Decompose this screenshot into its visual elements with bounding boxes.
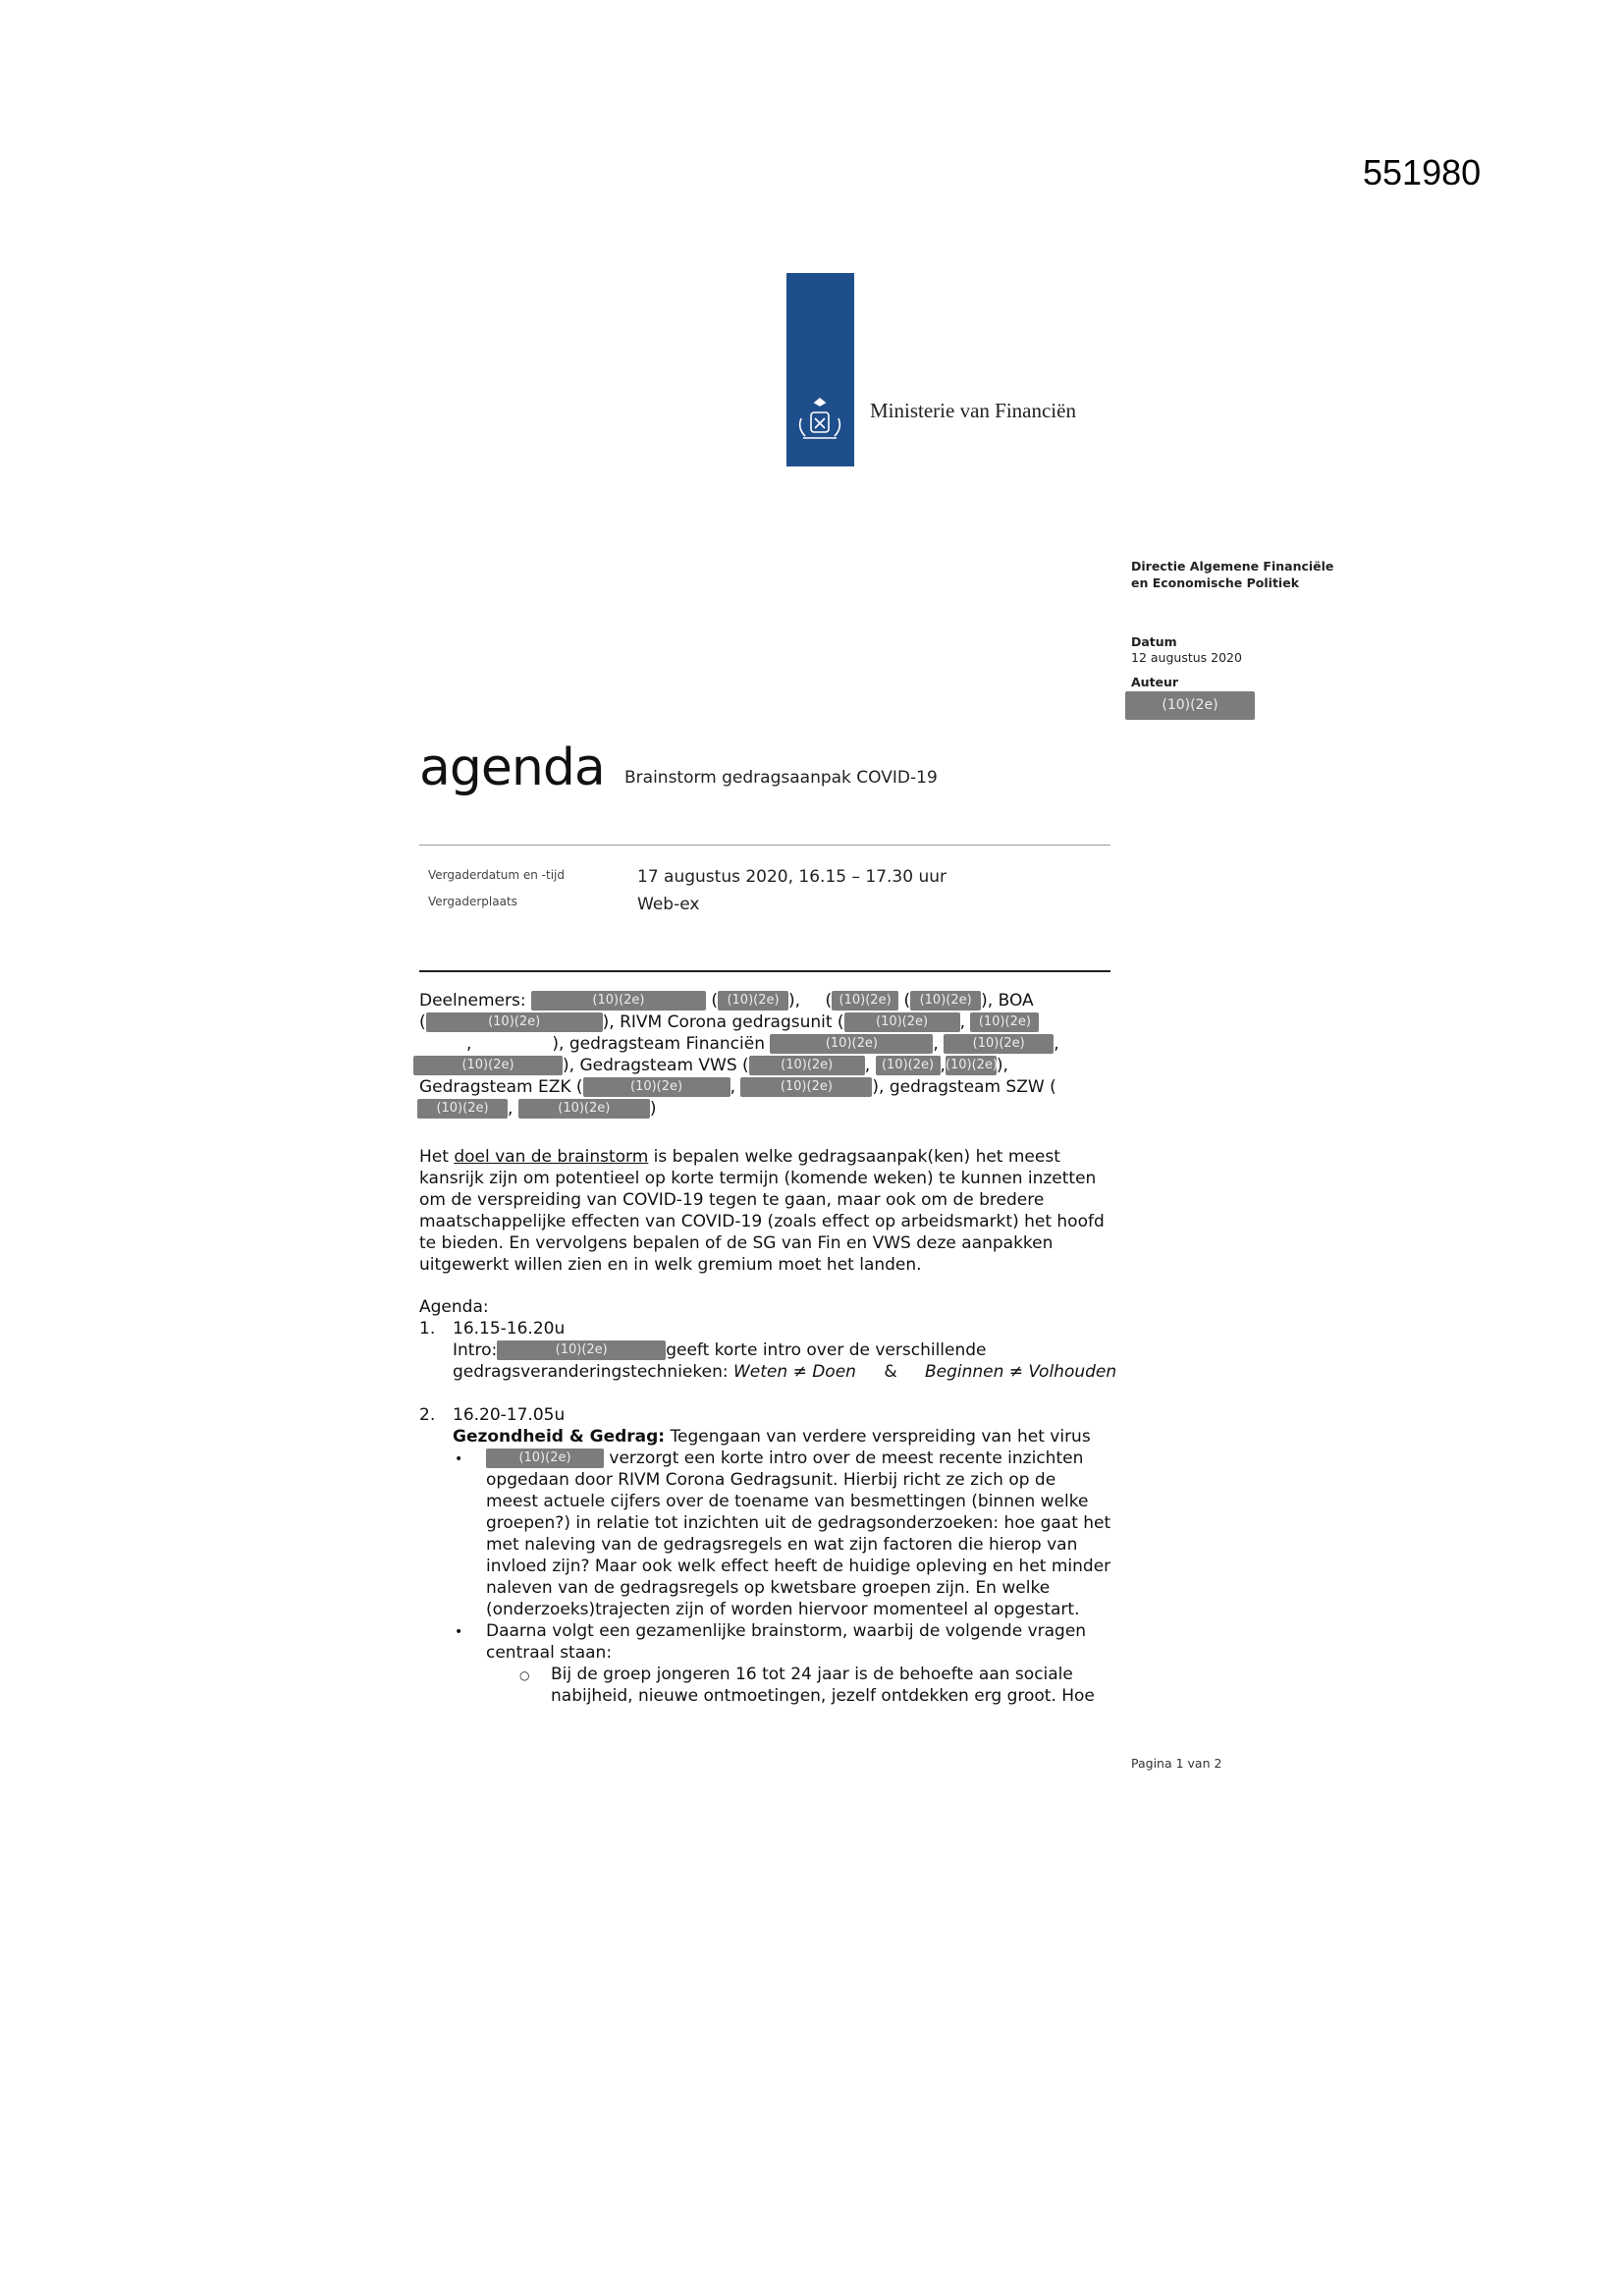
goal-paragraph xyxy=(419,1146,1126,1276)
goal-line: kansrijk zijn om potentieel op korte termijn (komende weken) te kunnen inzetten xyxy=(419,1169,1097,1188)
datum-value: 12 augustus 2020 xyxy=(1131,650,1242,665)
circle-bullet-icon: ○ xyxy=(519,1668,530,1682)
goal-emphasis: doel van de brainstorm xyxy=(454,1147,649,1167)
document-number: 551980 xyxy=(1363,152,1482,192)
redaction-block: (10)(2e) xyxy=(531,991,706,1011)
goal-text: Het xyxy=(419,1147,455,1167)
redaction-block: (10)(2e) xyxy=(876,1056,941,1075)
participants: Deelnemers: (10)(2e) ( (10)(2e) ), ( (10)(2e) ( (10)(2e) ), BOA ( (10)(2e) ), RIVM Corona gedragsunit ( (10)(2e) , (10)(2e) , ), gedragsteam Financiën (10)(2e) , (10)(2e) , (10)(2e) ), Gedragsteam VWS ( (10)(2e) , (10)(2e) ,(10)(2e)), Gedragsteam EZK ( (10)(2e) , (10)(2e) ), gedragsteam SZW ( (10)(2e) , (10)(2e) ) xyxy=(419,990,1126,1127)
meeting-date-label: Vergaderdatum en -tijd xyxy=(428,868,565,882)
meeting-place-value: Web-ex xyxy=(637,895,700,914)
section-heading: Gezondheid & Gedrag: xyxy=(453,1427,666,1447)
redaction-block: (10)(2e) xyxy=(749,1056,865,1075)
redaction-block: (10)(2e) xyxy=(583,1077,730,1097)
meeting-place-label: Vergaderplaats xyxy=(428,895,517,908)
department: Directie Algemene Financiële en Economische Politiek xyxy=(1131,559,1334,590)
meeting-date-value: 17 augustus 2020, 16.15 – 17.30 uur xyxy=(637,867,947,887)
technique-2: Beginnen ≠ Volhouden xyxy=(924,1362,1117,1382)
goal-line: maatschappelijke effecten van COVID-19 (zoals effect op arbeidsmarkt) het hoofd xyxy=(419,1212,1105,1231)
redaction-block: (10)(2e) xyxy=(946,1056,997,1075)
agenda-item-number: 1. xyxy=(419,1319,436,1339)
datum-label: Datum xyxy=(1131,634,1177,649)
bullet-icon: • xyxy=(455,1451,463,1467)
participants-szw: ), gedragsteam SZW ( xyxy=(872,1077,1056,1097)
participants-rivm: ), RIVM Corona gedragsunit ( xyxy=(602,1012,844,1032)
participants-label: Deelnemers: xyxy=(419,991,526,1011)
sub-bullet-line: nabijheid, nieuwe ontmoetingen, jezelf ontdekken erg groot. Hoe xyxy=(551,1686,1095,1706)
page-number: Pagina 1 van 2 xyxy=(1131,1756,1222,1771)
bullet2-line: centraal staan: xyxy=(486,1643,613,1663)
bullet1-first: verzorgt een korte intro over de meest recente inzichten xyxy=(609,1449,1084,1468)
goal-line: om de verspreiding van COVID-19 tegen te gaan, maar ook om de bredere xyxy=(419,1190,1045,1210)
redaction-block: (10)(2e) xyxy=(740,1077,872,1097)
redaction-block: (10)(2e) xyxy=(518,1099,650,1119)
intro-text: geeft korte intro over de verschillende xyxy=(666,1340,987,1360)
technique-1: Weten ≠ Doen xyxy=(733,1362,856,1382)
redaction-block: (10)(2e) xyxy=(718,991,788,1011)
redaction-block: (10)(2e) xyxy=(844,1012,960,1032)
redaction-block: (10)(2e) xyxy=(486,1449,604,1468)
redaction-block: (10)(2e) xyxy=(497,1340,666,1360)
bullet1-line: groepen?) in relatie tot inzichten uit de gedragsonderzoeken: hoe gaat het xyxy=(486,1513,1111,1533)
bullet1-line: naleven van de gedragsregels op kwetsbare groepen zijn. En welke xyxy=(486,1578,1051,1598)
auteur-label: Auteur xyxy=(1131,675,1179,689)
coat-of-arms-icon xyxy=(789,393,850,454)
bullet1-line: meest actuele cijfers over de toename van besmettingen (binnen welke xyxy=(486,1492,1089,1511)
bullet1-line: opgedaan door RIVM Corona Gedragsunit. Hierbij richt ze zich op de xyxy=(486,1470,1056,1490)
participants-ezk: Gedragsteam EZK ( xyxy=(419,1077,583,1097)
agenda-item-time: 16.15-16.20u xyxy=(453,1319,566,1339)
agenda-label: Agenda: xyxy=(419,1297,489,1317)
redaction-block: (10)(2e) xyxy=(944,1034,1054,1054)
page-title: agenda xyxy=(419,738,605,797)
bullet1-line: invloed zijn? Maar ook welk effect heeft de huidige opleving en het minder xyxy=(486,1557,1111,1576)
participants-vws: ), Gedragsteam VWS ( xyxy=(563,1056,749,1075)
intro-label: Intro: xyxy=(453,1340,498,1360)
redaction-block: (10)(2e) xyxy=(426,1012,603,1032)
ampersand: & xyxy=(884,1362,897,1382)
section-heading-rest: Tegengaan van verdere verspreiding van het virus xyxy=(665,1427,1091,1447)
agenda xyxy=(419,1296,1136,1709)
divider xyxy=(419,970,1110,972)
participants-fin: ), gedragsteam Financiën xyxy=(552,1034,765,1054)
divider xyxy=(419,845,1110,846)
agenda-item-time: 16.20-17.05u xyxy=(453,1405,566,1425)
goal-line: uitgewerkt willen zien en in welk gremium moet het landen. xyxy=(419,1255,922,1275)
redaction-block: (10)(2e) xyxy=(770,1034,933,1054)
page-subtitle: Brainstorm gedragsaanpak COVID-19 xyxy=(624,768,938,788)
bullet2-line: Daarna volgt een gezamenlijke brainstorm, waarbij de volgende vragen xyxy=(486,1621,1087,1641)
intro-line2: gedragsveranderingstechnieken: xyxy=(453,1362,733,1382)
sub-bullet-line: Bij de groep jongeren 16 tot 24 jaar is de behoefte aan sociale xyxy=(551,1665,1073,1684)
redaction-block: (10)(2e) xyxy=(970,1012,1039,1032)
agenda-item-number: 2. xyxy=(419,1405,436,1425)
redaction-block: (10)(2e) xyxy=(413,1056,563,1075)
bullet-icon: • xyxy=(455,1624,463,1640)
goal-line: te bieden. En vervolgens bepalen of de SG van Fin en VWS deze aanpakken xyxy=(419,1233,1054,1253)
redaction-block: (10)(2e) xyxy=(832,991,898,1011)
bullet1-line: (onderzoeks)trajecten zijn of worden hiervoor momenteel al opgestart. xyxy=(486,1600,1080,1619)
participants-boa: ), BOA xyxy=(981,991,1034,1011)
bullet1-line: met naleving van de gedragsregels en wat zijn factoren die hierop van xyxy=(486,1535,1078,1555)
redaction-block: (10)(2e) xyxy=(1125,691,1255,720)
redaction-block: (10)(2e) xyxy=(417,1099,508,1119)
redaction-block: (10)(2e) xyxy=(910,991,981,1011)
goal-text: is bepalen welke gedragsaanpak(ken) het meest xyxy=(648,1147,1060,1167)
ministry-name: Ministerie van Financiën xyxy=(870,399,1076,422)
